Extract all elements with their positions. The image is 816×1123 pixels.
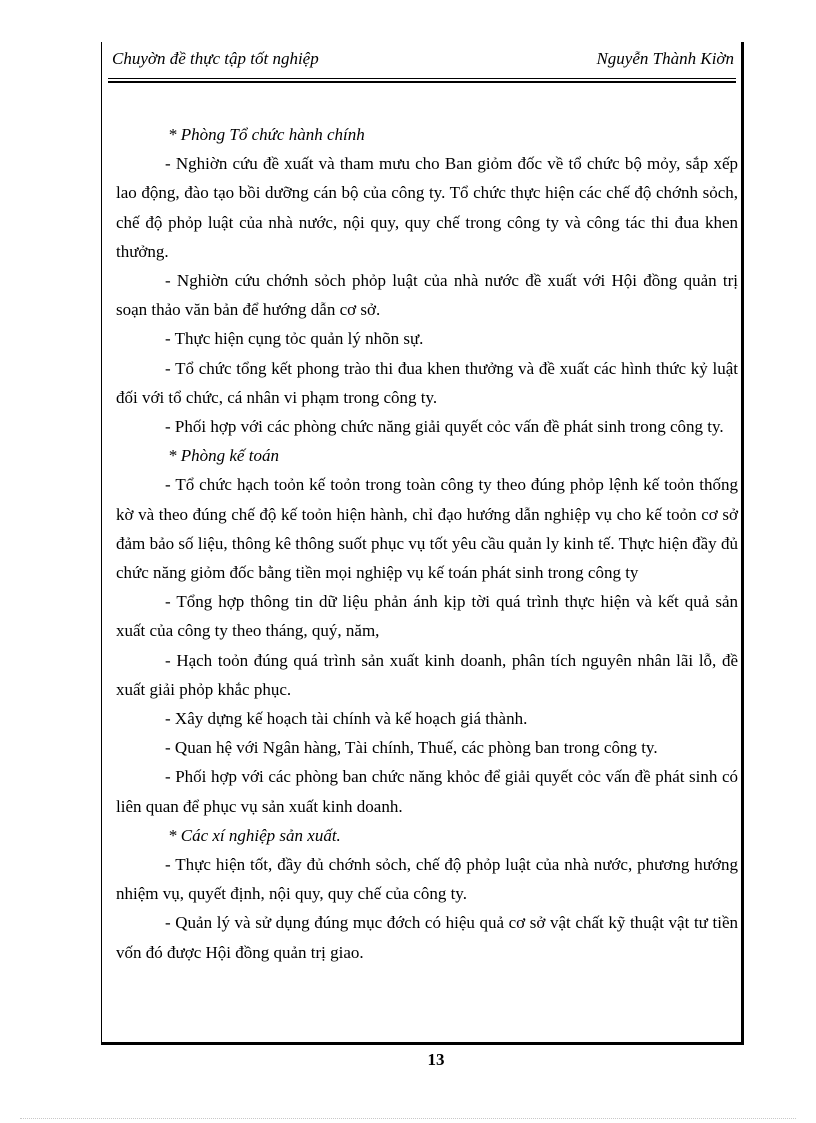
paragraph: - Nghiờn cứu chớnh sỏch phỏp luật của nhà nước đề xuất với Hội đồng quản trị soạn thảo văn bản để hướng dẫn cơ sở. (116, 271, 738, 320)
page-frame-left-rule (101, 42, 102, 1045)
paragraph: - Hạch toỏn đúng quá trình sản xuất kinh doanh, phân tích nguyên nhân lãi lỗ, đề xuất giải phỏp khắc phục. (116, 650, 738, 699)
paragraph: - Phối hợp với các phòng ban chức năng khỏc để giải quyết cỏc vấn đề phát sinh có liên quan để phục vụ sản xuất kinh doanh. (116, 767, 738, 816)
page-header (112, 44, 734, 74)
paragraph: - Phối hợp với các phòng chức năng giải quyết cỏc vấn đề phát sinh trong công ty. (165, 417, 724, 437)
page-frame-right-shadow (741, 42, 744, 1045)
section-heading-accounting: * Phòng kế toán (168, 446, 279, 466)
paragraph: - Tổ chức hạch toỏn kế toỏn trong toàn công ty theo đúng phỏp lệnh kế toỏn thống kờ và theo đúng chế độ kế toỏn hiện hành, chỉ đạo hướng dẫn nghiệp vụ cho kế toỏn cơ sở đảm bảo số liệu, thông kê thông suốt phục vụ tốt yêu cầu quản ly kinh tế. Thực hiện đầy đủ chức năng giỏm đốc bằng tiền mọi nghiệp vụ kế toán phát sinh trong công ty (116, 475, 738, 583)
page-bottom-dotted-edge (20, 1118, 796, 1119)
header-rule-thick (108, 81, 736, 83)
paragraph: - Thực hiện tốt, đầy đủ chớnh sỏch, chế độ phỏp luật của nhà nước, phương hướng nhiệm vụ, quyết định, nội quy, quy chế của công ty. (116, 855, 738, 904)
page-frame-bottom-shadow (101, 1042, 744, 1045)
paragraph: - Xây dựng kế hoạch tài chính và kế hoạch giá thành. (165, 709, 528, 729)
page-number: 13 (427, 1050, 445, 1069)
header-document-title: Chuyờn đề thực tập tốt nghiệp (112, 49, 319, 68)
section-heading-factories: * Các xí nghiệp sản xuất. (168, 825, 341, 845)
paragraph: - Quản lý và sử dụng đúng mục đớch có hiệu quả cơ sở vật chất kỹ thuật vật tư tiền vốn đó được Hội đồng quản trị giao. (116, 913, 738, 962)
paragraph: - Nghiờn cứu đề xuất và tham mưu cho Ban giỏm đốc về tổ chức bộ mỏy, sắp xếp lao động, đào tạo bồi dưỡng cán bộ của công ty. Tổ chức thực hiện các chế độ chớnh sỏch, chế độ phỏp luật của nhà nước, nội quy, quy chế trong công ty và công tác thi đua khen thưởng. (116, 154, 738, 261)
header-author-name: Nguyễn Thành Kiờn (596, 49, 734, 68)
header-rule-thin (108, 78, 736, 79)
section-heading-admin: * Phòng Tổ chức hành chính (168, 125, 365, 144)
paragraph: - Thực hiện cụng tỏc quản lý nhõn sự. (165, 329, 424, 349)
paragraph: - Tổng hợp thông tin dữ liệu phản ánh kịp tời quá trình thực hiện và kết quả sản xuất của công ty theo tháng, quý, năm, (116, 592, 738, 641)
paragraph: - Tổ chức tổng kết phong trào thi đua khen thưởng và đề xuất các hình thức kỷ luật đối với tổ chức, cá nhân vi phạm trong công ty. (116, 358, 738, 407)
document-body (116, 120, 738, 967)
paragraph: - Quan hệ với Ngân hàng, Tài chính, Thuế, các phòng ban trong công ty. (165, 738, 658, 758)
